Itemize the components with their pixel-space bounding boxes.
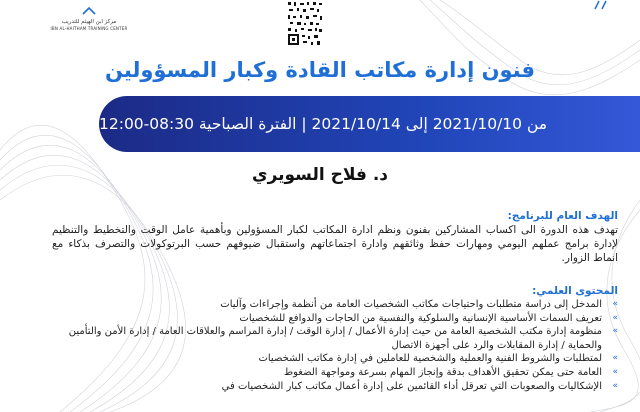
bullet-icon: » xyxy=(612,312,618,323)
list-item: » العامة حتى يمكن تحقيق الأهداف بدقة وإنجاز المهام بسرعة ومواجهة الضغوط xyxy=(283,366,618,378)
bullet-icon: » xyxy=(612,353,618,364)
logo-english-name: IBN AL-HAITHAM TRAINING CENTER xyxy=(50,26,128,31)
logo-arabic-name: مركز ابن الهيثم للتدريب xyxy=(61,19,117,25)
date-banner: من 2021/10/10 إلى 2021/10/14 | الفترة الصباحية 08:30-12:00 xyxy=(99,96,640,152)
qr-code-icon xyxy=(286,0,324,50)
list-item: » لمتطلبات والشروط الفنية والعملية والشخصية للعاملين في إدارة مكاتب الشخصيات xyxy=(258,353,618,365)
content-list xyxy=(52,298,618,393)
logo-mark-icon xyxy=(82,7,96,15)
bullet-icon: » xyxy=(612,299,618,309)
list-item: » الإشكاليات والصعوبات التي تعرقل أداء القائمين على إدارة أعمال مكاتب كبار الشخصيات في xyxy=(221,380,618,392)
objective-section xyxy=(52,209,618,265)
bullet-icon: » xyxy=(612,366,618,377)
objective-text: تهدف هذه الدورة الى اكساب المشاركين بفنون ونظم ادارة المكاتب لكبار المسؤولين وبأهمية عامل الوقت والتخطيط والتنظيم لإدارة برامج عملهم اليومي ومهارات حفظ وثائقهم وادارة اجتماعاتهم واستقبال ضيوفهم حسب البرتوكولات والتصرف بذكاء مع انماط الزوار. xyxy=(52,224,618,264)
content-section xyxy=(52,284,618,393)
content-heading: المحتوى العلمي: xyxy=(532,285,618,297)
list-item: » منظومة إدارة مكتب الشخصية العامة من حيث إدارة الأعمال / إدارة الوقت / إدارة المراسم والعلاقات العامة / إدارة الأمن والتأمين والحماية / إدارة المقابلات والرد على أجهزة الاتصال xyxy=(68,326,618,351)
bullet-icon: » xyxy=(612,380,618,391)
corner-logo-icon xyxy=(592,0,612,10)
course-title: فنون إدارة مكاتب القادة وكبار المسؤولين xyxy=(104,58,536,82)
objective-heading: الهدف العام للبرنامج: xyxy=(507,210,618,222)
list-item: » المدخل إلى دراسة متطلبات واحتياجات مكاتب الشخصيات العامة من أنظمة وإجراءات وآليات xyxy=(220,299,618,310)
presenter-name: د. فلاح السويري xyxy=(251,165,389,185)
list-item: » تعريف السمات الأساسية الإنسانية والسلوكية والنفسية من الحاجات والدوافع للشخصيات xyxy=(239,312,618,324)
logo xyxy=(44,0,134,31)
bullet-icon: » xyxy=(612,326,618,337)
